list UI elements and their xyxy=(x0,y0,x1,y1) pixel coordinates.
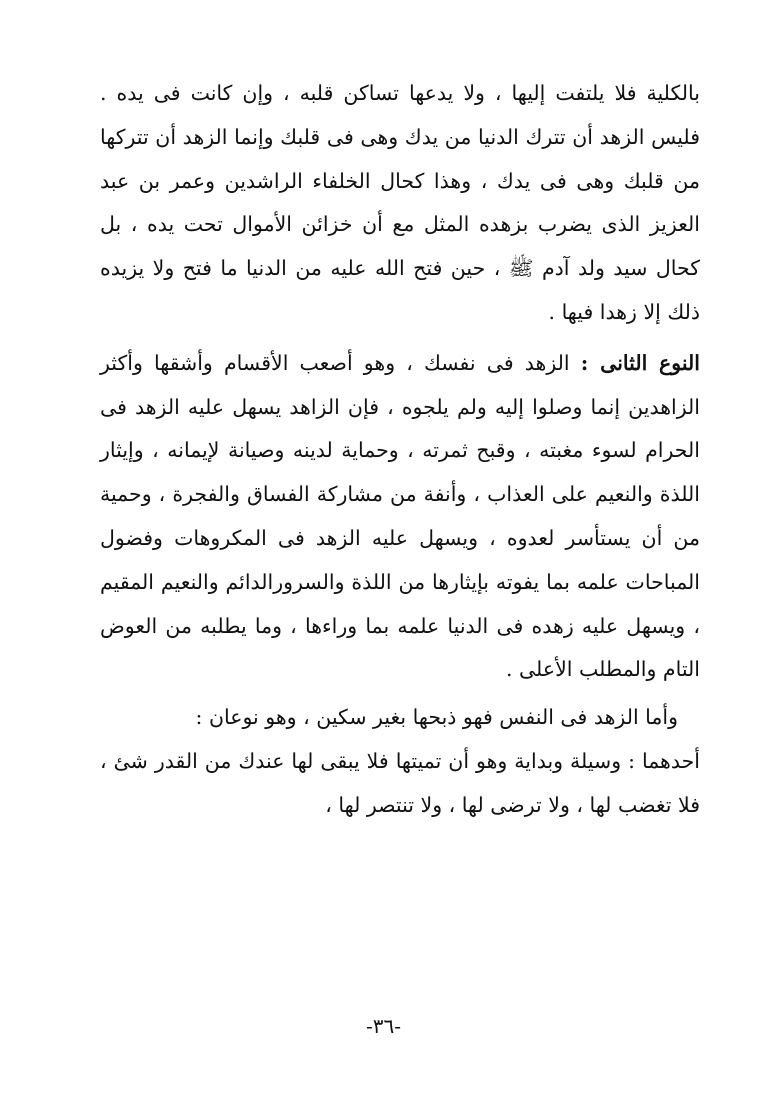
paragraph-2-text: الزهد فى نفسك ، وهو أصعب الأقسام وأشقها وأكثر الزاهدين إنما وصلوا إليه ولم يلجوه ، فإن الزاهد يسهل عليه الزهد فى الحرام لسوء مغبته ، وقبح ثمرته ، وحماية لدينه وصيانة لإيمانه ، وإيثار اللذة والنعيم على العذاب ، وأنفة من مشاركة الفساق والفجرة ، وحمية من أن يستأسر لعدوه ، ويسهل عليه الزهد فى المكروهات وفضول المباحات علمه بما يفوته بإيثارها من اللذة والسرورالدائم والنعيم المقيم ، ويسهل عليه زهده فى الدنيا علمه بما وراءها ، وما يطلبه من العوض التام والمطلب الأعلى . xyxy=(100,350,700,682)
body-text xyxy=(100,72,700,828)
paragraph-3: وأما الزهد فى النفس فهو ذبحها بغير سكين ، وهو نوعان : xyxy=(195,705,678,730)
paragraph-4: أحدهما : وسيلة وبداية وهو أن تميتها فلا يبقى لها عندك من القدر شئ ، فلا تغضب لها ، ولا ترضى لها ، ولا تنتصر لها ، xyxy=(100,748,700,817)
paragraph-2 xyxy=(100,342,700,692)
section-heading: النوع الثانى : xyxy=(580,350,700,375)
page-number: -٣٦- xyxy=(365,1014,401,1038)
paragraph-1: بالكلية فلا يلتفت إليها ، ولا يدعها تساكن قلبه ، وإن كانت فى يده . فليس الزهد أن تترك الدنيا من يدك وهى فى قلبك وإنما الزهد أن تتركها من قلبك وهى فى يدك ، وهذا كحال الخلفاء الراشدين وعمر بن عبد العزيز الذى يضرب بزهده المثل مع أن خزائن الأموال تحت يده ، بل كحال سيد ولد آدم ﷺ ، حين فتح الله عليه من الدنيا ما فتح ولا يزيده ذلك إلا زهدا فيها . xyxy=(100,81,700,324)
